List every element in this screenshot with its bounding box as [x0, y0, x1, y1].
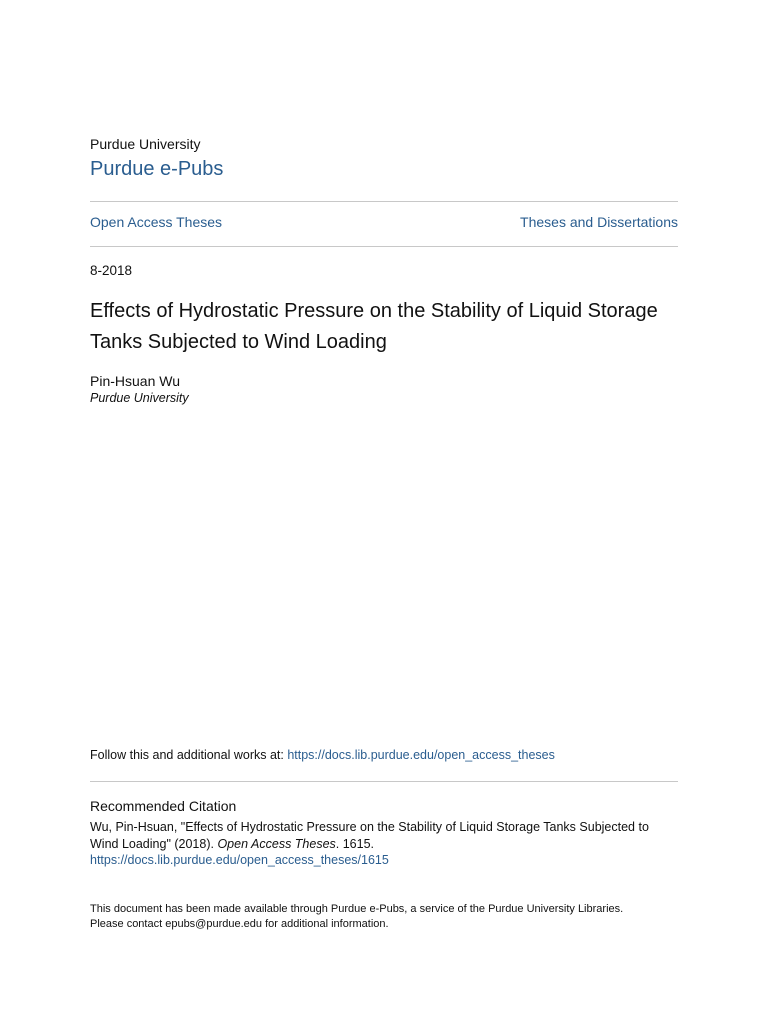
follow-line: [90, 748, 555, 762]
follow-url-link[interactable]: https://docs.lib.purdue.edu/open_access_theses: [287, 748, 555, 762]
follow-prefix: Follow this and additional works at:: [90, 748, 288, 762]
repository-link[interactable]: Purdue e-Pubs: [90, 158, 224, 180]
citation-block: [90, 819, 678, 869]
divider-top: [90, 201, 678, 202]
recommended-citation-heading: Recommended Citation: [90, 798, 237, 814]
publication-date: 8-2018: [90, 263, 133, 278]
citation-url-link[interactable]: https://docs.lib.purdue.edu/open_access_theses/1615: [90, 853, 389, 867]
author-affiliation: Purdue University: [90, 391, 189, 405]
divider-nav: [90, 246, 678, 247]
notice-line-2: Please contact epubs@purdue.edu for additional information.: [90, 918, 389, 930]
citation-number: . 1615.: [335, 836, 375, 851]
availability-notice: [90, 902, 678, 932]
theses-dissertations-link[interactable]: Theses and Dissertations: [520, 214, 678, 230]
collection-nav: [90, 214, 678, 230]
author-name: Pin-Hsuan Wu: [90, 373, 181, 389]
divider-citation: [90, 781, 678, 782]
institution-name: Purdue University: [90, 136, 201, 152]
document-title: Effects of Hydrostatic Pressure on the Stability of Liquid Storage Tanks Subjected to Wind Loading: [90, 300, 658, 353]
notice-line-1: This document has been made available through Purdue e-Pubs, a service of the Purdue University Libraries.: [90, 903, 624, 915]
citation-series: Open Access Theses: [217, 836, 336, 851]
open-access-theses-link[interactable]: Open Access Theses: [90, 214, 223, 230]
citation-text: Wu, Pin-Hsuan, "Effects of Hydrostatic Pressure on the Stability of Liquid Storage Tanks Subjected to Wind Loading" (2018).: [90, 820, 649, 851]
cover-page: [90, 0, 678, 1024]
